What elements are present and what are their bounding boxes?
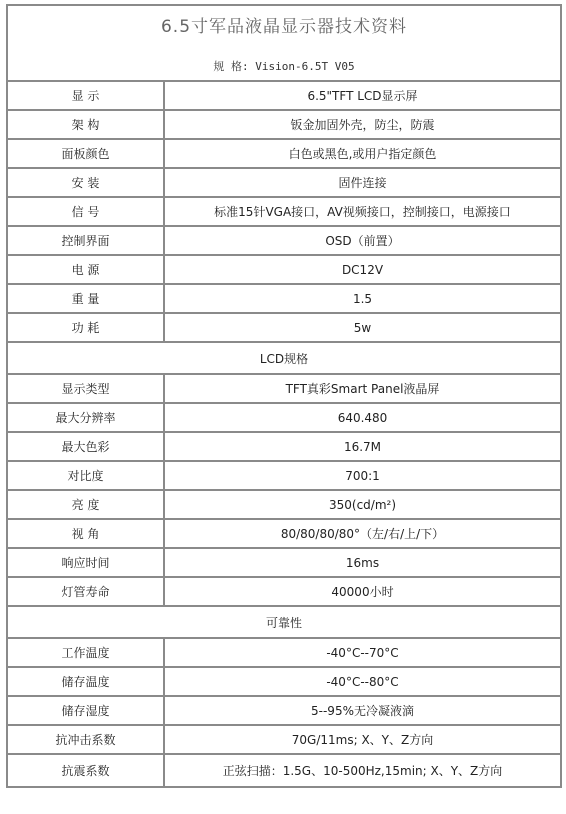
section-heading-row [7,606,561,638]
spec-row [7,725,561,754]
spec-label: 重 量 [7,284,164,313]
spec-value: 正弦扫描：1.5G、10-500Hz,15min; X、Y、Z方向 [164,754,561,787]
spec-row [7,139,561,168]
spec-value: 标准15针VGA接口，AV视频接口，控制接口，电源接口 [164,197,561,226]
spec-label: 储存温度 [7,667,164,696]
spec-value: 6.5"TFT LCD显示屏 [164,81,561,110]
spec-label: 显 示 [7,81,164,110]
spec-value: 700:1 [164,461,561,490]
spec-label: 电 源 [7,255,164,284]
spec-row [7,461,561,490]
spec-row [7,374,561,403]
spec-sheet [6,4,560,809]
spec-label: 储存湿度 [7,696,164,725]
spec-value: 5--95%无冷凝液滴 [164,696,561,725]
spec-row [7,255,561,284]
spec-row [7,313,561,342]
spec-model: 规 格: Vision-6.5T V05 [213,60,355,73]
section-heading-row [7,342,561,374]
spec-value: OSD（前置） [164,226,561,255]
spec-value: 350(cd/m²) [164,490,561,519]
spec-value: 钣金加固外壳，防尘，防震 [164,110,561,139]
spec-label: 工作温度 [7,638,164,667]
spec-label: 信 号 [7,197,164,226]
spec-label: 视 角 [7,519,164,548]
spec-value: 640.480 [164,403,561,432]
spec-label: 控制界面 [7,226,164,255]
spec-label: 安 装 [7,168,164,197]
spec-label: 最大色彩 [7,432,164,461]
title-row [7,5,561,81]
spec-value: -40°C--80°C [164,667,561,696]
spec-value: TFT真彩Smart Panel液晶屏 [164,374,561,403]
title-cell [7,5,561,81]
spec-row [7,110,561,139]
spec-row [7,81,561,110]
spec-row [7,197,561,226]
spec-label: 功 耗 [7,313,164,342]
spec-row [7,754,561,787]
spec-label: 亮 度 [7,490,164,519]
spec-value: 70G/11ms; X、Y、Z方向 [164,725,561,754]
spec-label: 灯管寿命 [7,577,164,606]
spec-label: 最大分辨率 [7,403,164,432]
spec-row [7,696,561,725]
section-heading: 可靠性 [7,606,561,638]
spec-value: 80/80/80/80°（左/右/上/下） [164,519,561,548]
spec-value: 白色或黑色,或用户指定颜色 [164,139,561,168]
spec-value: 5w [164,313,561,342]
spec-value: 固件连接 [164,168,561,197]
spec-row [7,168,561,197]
spec-value: -40°C--70°C [164,638,561,667]
spec-value: 16.7M [164,432,561,461]
section-heading: LCD规格 [7,342,561,374]
spec-row [7,284,561,313]
spec-label: 抗震系数 [7,754,164,787]
spec-label: 对比度 [7,461,164,490]
spec-value: 1.5 [164,284,561,313]
spec-row [7,638,561,667]
spec-label: 架 构 [7,110,164,139]
spec-value: 40000小时 [164,577,561,606]
spec-row [7,432,561,461]
spec-label: 面板颜色 [7,139,164,168]
spec-row [7,577,561,606]
spec-row [7,519,561,548]
spec-value: 16ms [164,548,561,577]
spec-row [7,490,561,519]
spec-table [6,4,562,788]
spec-value: DC12V [164,255,561,284]
spec-label: 响应时间 [7,548,164,577]
spec-table-body [7,5,561,787]
page-title: 6.5寸军品液晶显示器技术资料 [160,17,408,37]
spec-label: 抗冲击系数 [7,725,164,754]
spec-row [7,226,561,255]
spec-row [7,667,561,696]
spec-label: 显示类型 [7,374,164,403]
spec-row [7,548,561,577]
spec-row [7,403,561,432]
